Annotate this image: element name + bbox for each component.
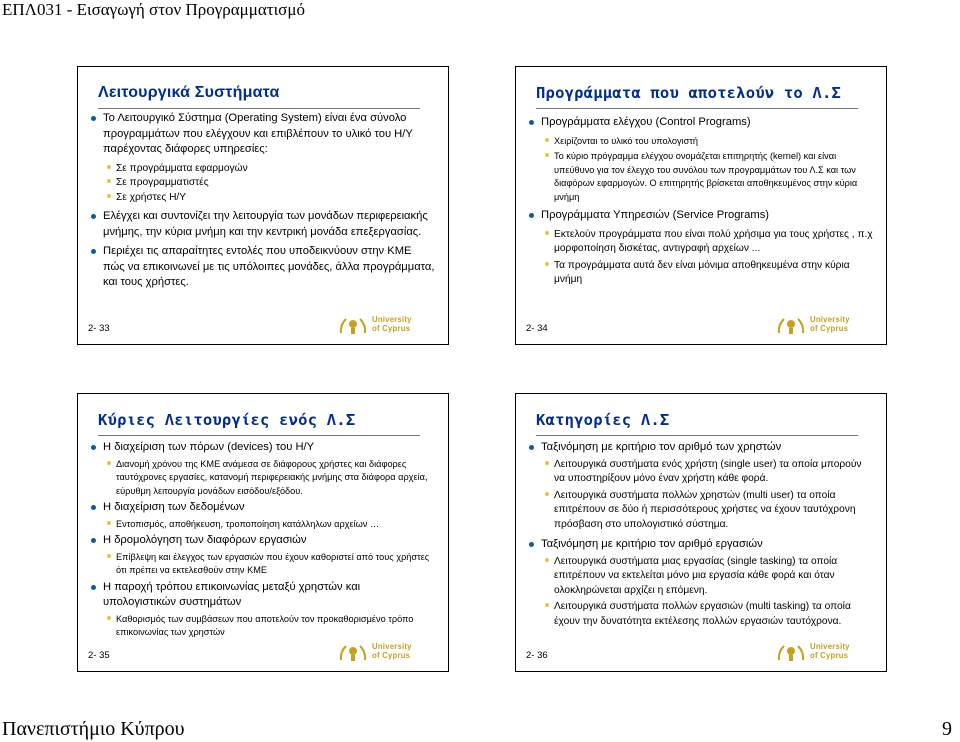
sub-bullet-item: Διανομή χρόνου της ΚΜΕ ανάμεσα σε διάφορους χρήστες και διάφορες ταυτόχρονες εργασίες, κατανομή περιφερειακής μνήμης στα διάφορα αρχεία, εύρυθμη λειτουργία μονάδων εισόδου/εξόδου. <box>86 458 436 499</box>
sub-bullet-item: Σε προγράμματα εφαρμογών <box>86 162 436 177</box>
sub-bullet-item: Επίβλεψη και έλεγχος των εργασιών που έχουν καθοριστεί από τους χρήστες ότι πρέπει να εκτελεσθούν στην ΚΜΕ <box>86 551 436 578</box>
bullet-item: Προγράμματα ελέγχου (Control Programs) <box>524 115 874 131</box>
sub-bullet-item: Εντοπισμός, αποθήκευση, τροποποίηση κατάλληλων αρχείων … <box>86 518 436 532</box>
slide-title: Κύριες Λειτουργίες ενός Λ.Σ <box>98 411 356 429</box>
laurel-logo-icon <box>338 315 368 335</box>
slide-body <box>86 111 436 295</box>
sub-bullet-item: Λειτουργικά συστήματα μιας εργασίας (single tasking) τα οποία επιτρέπουν να εκτελείται μόνο μια εργασία κάθε φορά και όταν ολοκληρώνεται αρχίζει η επόμενη. <box>524 555 874 599</box>
laurel-logo-icon <box>776 642 806 662</box>
footer-page-number: 9 <box>942 718 952 740</box>
sub-bullet-item: Λειτουργικά συστήματα πολλών χρηστών (multi user) τα οποία επιτρέπουν σε δύο ή περισσότερους χρήστες να έχουν ταυτόχρονη πρόσβαση στο υπολογιστικό σύστημα. <box>524 489 874 533</box>
title-divider <box>536 435 858 436</box>
bullet-item: Περιέχει τις απαραίτητες εντολές που υποδεικνύουν στην ΚΜΕ πώς να επικοινωνεί με τις υπόλοιπες μονάδες, άλλα προγράμματα, και τους χρήστες. <box>86 244 436 291</box>
sub-bullet-item: Εκτελούν προγράμματα που είναι πολύ χρήσιμα για τους χρήστες , π.χ μορφοποίηση δισκέτας, αντιγραφή αρχείων ... <box>524 228 874 257</box>
slide-body <box>86 440 436 640</box>
title-divider <box>98 435 420 436</box>
slide-number: 2- 34 <box>526 323 548 334</box>
sub-bullet-item: Σε χρήστες Η/Υ <box>86 191 436 206</box>
slide-body <box>524 440 874 629</box>
slide-34 <box>515 66 887 345</box>
bullet-item: Η διαχείριση των δεδομένων <box>86 500 436 516</box>
slide-number: 2- 35 <box>88 650 110 661</box>
bullet-item: Ταξινόμηση με κριτήριο τον αριθμό των χρηστών <box>524 440 874 456</box>
bullet-item: Προγράμματα Υπηρεσιών (Service Programs) <box>524 208 874 224</box>
bullet-item: Η παροχή τρόπου επικοινωνίας μεταξύ χρηστών και υπολογιστικών συστημάτων <box>86 580 436 611</box>
logo-text-line1: University <box>372 315 412 324</box>
slide-35 <box>77 393 449 672</box>
sub-bullet-item: Σε προγραμματιστές <box>86 176 436 191</box>
slide-number: 2- 36 <box>526 650 548 661</box>
sub-bullet-item: Λειτουργικά συστήματα πολλών εργασιών (multi tasking) τα οποία έχουν την δυνατότητα εκτέλεσης πολλών εργασιών ταυτόχρονα. <box>524 600 874 629</box>
university-logo <box>776 314 874 336</box>
bullet-item: Το Λειτουργικό Σύστημα (Operating System) είναι ένα σύνολο προγραμμάτων που ελέγχουν και επιβλέπουν το υλικό του Η/Υ παρέχοντας διάφορες υπηρεσίες: <box>86 111 436 158</box>
logo-text-line1: University <box>810 315 850 324</box>
logo-text-line2: of Cyprus <box>372 651 411 660</box>
sub-bullet-item: Χειρίζονται το υλικό του υπολογιστή <box>524 135 874 149</box>
slide-title: Κατηγορίες Λ.Σ <box>536 411 670 429</box>
title-divider <box>536 108 858 109</box>
logo-text-line1: University <box>810 642 850 651</box>
sub-bullet-item: Το κύριο πρόγραμμα ελέγχου ονομάζεται επιτηρητής (kernel) και είναι υπεύθυνο για τον έλεγχο του συνόλου των προγραμμάτων του Λ.Σ και των διαφόρων εφαρμογών. Ο επιτηρητής βρίσκεται αποθηκευμένος στην κύρια μνήμη <box>524 150 874 204</box>
laurel-logo-icon <box>776 315 806 335</box>
slide-body <box>524 115 874 288</box>
bullet-item: Ταξινόμηση με κριτήριο τον αριθμό εργασιών <box>524 537 874 553</box>
slide-36 <box>515 393 887 672</box>
university-logo <box>338 314 436 336</box>
title-divider <box>98 108 420 109</box>
slide-title: Λειτουργικά Συστήματα <box>98 84 280 101</box>
sub-bullet-item: Τα προγράμματα αυτά δεν είναι μόνιμα αποθηκευμένα στην κύρια μνήμη <box>524 259 874 288</box>
slide-title: Προγράμματα που αποτελούν το Λ.Σ <box>536 84 842 102</box>
bullet-item: Η δρομολόγηση των διαφόρων εργασιών <box>86 533 436 549</box>
logo-text-line2: of Cyprus <box>810 651 849 660</box>
logo-text-line1: University <box>372 642 412 651</box>
laurel-logo-icon <box>338 642 368 662</box>
bullet-item: Ελέγχει και συντονίζει την λειτουργία των μονάδων περιφερειακής μνήμης, την κύρια μνήμη και την κεντρική μονάδα επεξεργασίας. <box>86 209 436 240</box>
page-header-title: ΕΠΛ031 - Εισαγωγή στον Προγραμματισμό <box>2 0 305 19</box>
sub-bullet-item: Καθορισμός των συμβάσεων που αποτελούν τον προκαθορισμένο τρόπο επικοινωνίας των χρηστών <box>86 613 436 640</box>
sub-bullet-item: Λειτουργικά συστήματα ενός χρήστη (single user) τα οποία μπορούν να υποστηρίξουν μόνο έναν χρήστη κάθε φορά. <box>524 458 874 487</box>
slide-33 <box>77 66 449 345</box>
university-logo <box>776 641 874 663</box>
university-logo <box>338 641 436 663</box>
footer-institution: Πανεπιστήμιο Κύπρου <box>2 718 185 740</box>
logo-text-line2: of Cyprus <box>810 324 849 333</box>
bullet-item: Η διαχείριση των πόρων (devices) του Η/Υ <box>86 440 436 456</box>
logo-text-line2: of Cyprus <box>372 324 411 333</box>
slide-number: 2- 33 <box>88 323 110 334</box>
